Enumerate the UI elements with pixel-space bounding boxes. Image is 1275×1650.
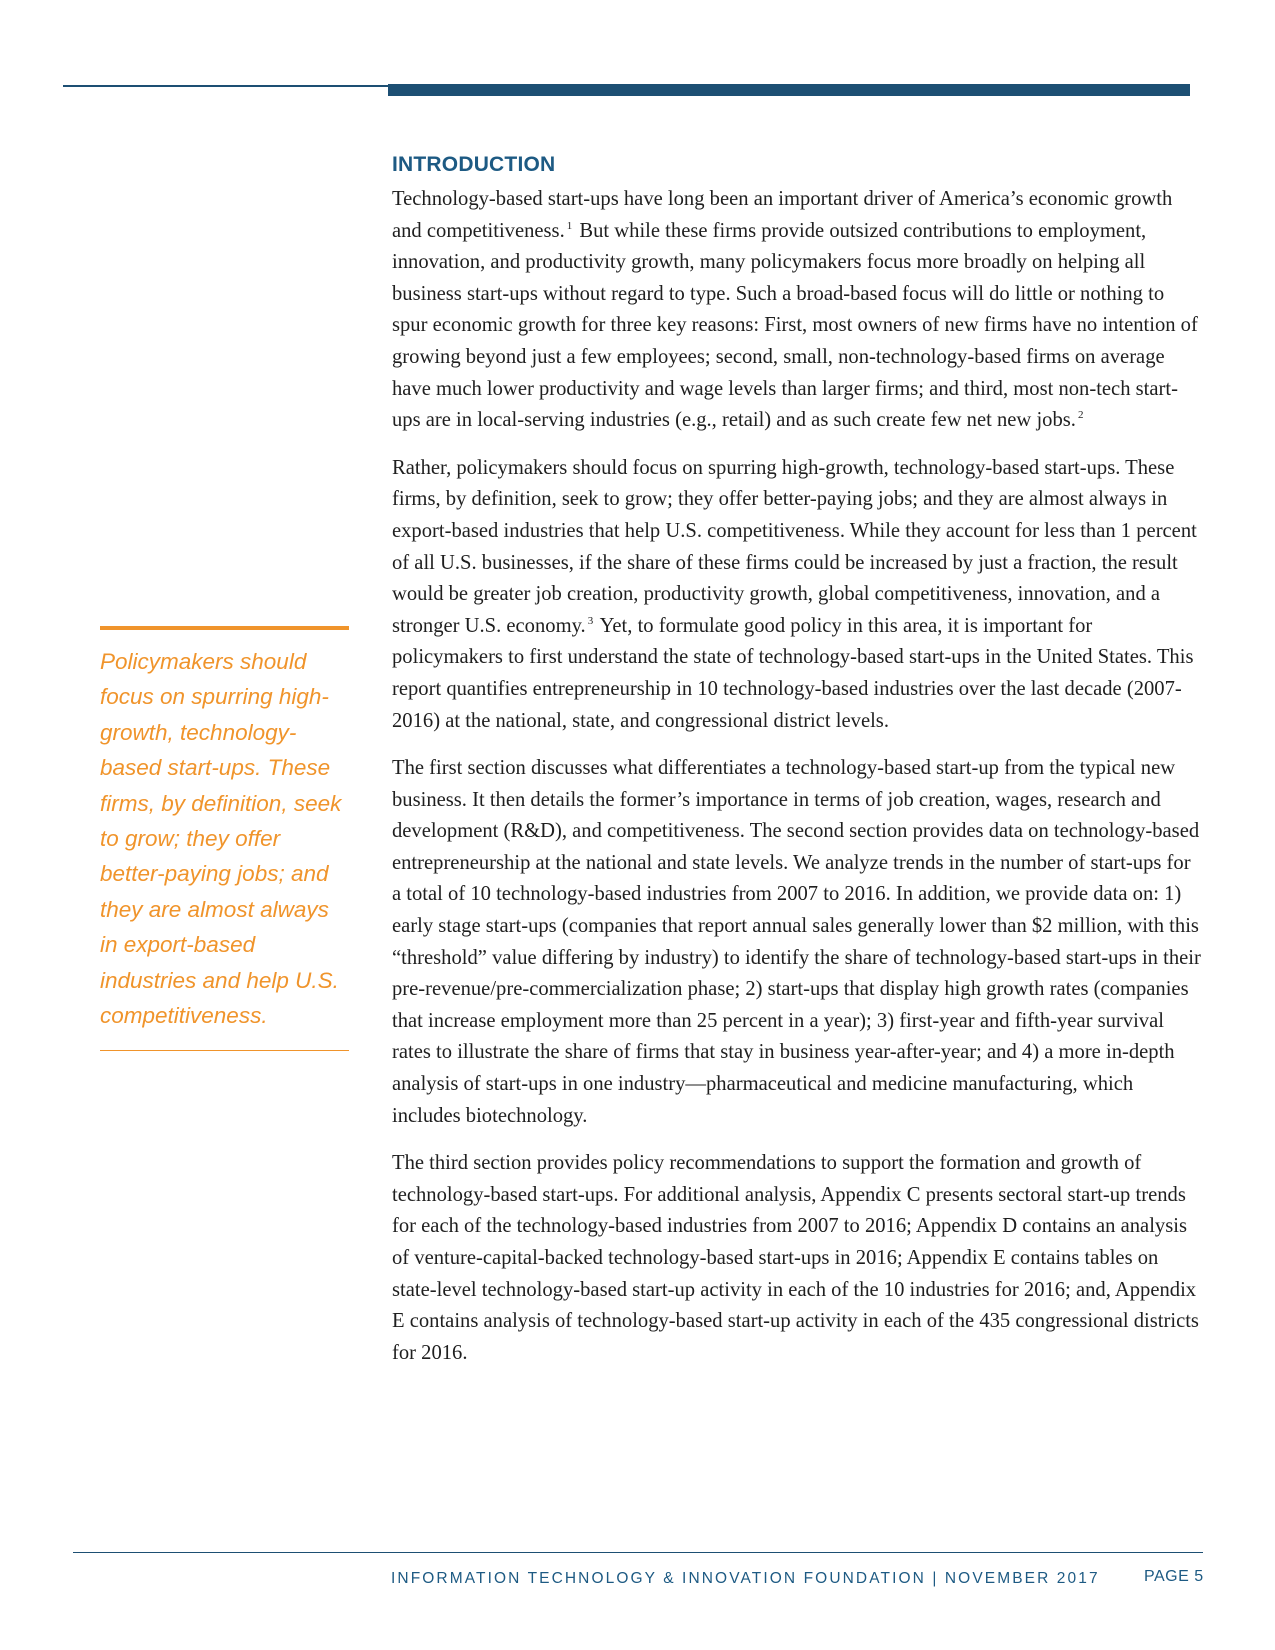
footnote-ref-3[interactable]: 3 [587, 614, 594, 627]
pullquote-text: Policymakers should focus on spurring high-growth, technology-based start-ups. These firms, by definition, seek to grow; they offer better-paying jobs; and they are almost always in export-based industries and help U.S. competitiveness. [100, 649, 342, 1029]
paragraph-3: The first section discusses what differentiates a technology-based start-up from the typical new business. It then details the former’s importance in terms of job creation, wages, research and development (R&D), and competitiveness. The second section provides data on technology-based entrepreneurship at the national and state levels. We analyze trends in the number of start-ups for a total of 10 technology-based industries from 2007 to 2016. In addition, we provide data on: 1) early stage start-ups (companies that report annual sales generally lower than $2 million, with this “threshold” value differing by industry) to identify the share of technology-based start-ups in their pre-revenue/pre-commercialization phase; 2) start-ups that display high growth rates (companies that increase employment more than 25 percent in a year); 3) first-year and fifth-year survival rates to illustrate the share of firms that stay in business year-after-year; and 4) a more in-depth analysis of start-ups in one industry—pharmaceutical and medicine manufacturing, which includes biotechnology. [392, 757, 1201, 1127]
footnote-ref-2[interactable]: 2 [1077, 409, 1084, 422]
footnote-ref-1[interactable]: 1 [566, 219, 573, 232]
footer-page-number: PAGE 5 [1144, 1568, 1204, 1585]
main-content [392, 152, 1204, 1385]
section-heading: INTRODUCTION [392, 153, 556, 176]
paragraph-2-part-a: Rather, policymakers should focus on spurring high-growth, technology-based start-ups. These firms, by definition, seek to grow; they offer better-paying jobs; and they are almost always in export-based industries that help U.S. competitiveness. While they account for less than 1 percent of all U.S. businesses, if the share of these firms could be increased by just a fraction, the result would be greater job creation, productivity growth, global competitiveness, innovation, and a stronger U.S. economy. [392, 456, 1197, 637]
header-rule-thin [63, 85, 388, 87]
paragraph-2-part-b: Yet, to formulate good policy in this area, it is important for policymakers to first understand the state of technology-based start-ups in the United States. This report quantifies entrepreneurship in 10 technology-based industries over the last decade (2007-2016) at the national, state, and congressional district levels. [392, 614, 1194, 732]
footer-organization: INFORMATION TECHNOLOGY & INNOVATION FOUNDATION | NOVEMBER 2017 [391, 1570, 1100, 1587]
header-rule-thick [388, 84, 1190, 96]
paragraph-2 [392, 453, 1204, 737]
paragraph-1-part-a: Technology-based start-ups have long been an important driver of America’s economic growth and competitiveness. [392, 188, 1173, 242]
pullquote-rule-top [100, 626, 349, 630]
pullquote-rule-bottom [100, 1050, 349, 1051]
paragraph-4: The third section provides policy recommendations to support the formation and growth of technology-based start-ups. For additional analysis, Appendix C presents sectoral start-up trends for each of the technology-based industries from 2007 to 2016; Appendix D contains an analysis of venture-capital-backed technology-based start-ups in 2016; Appendix E contains tables on state-level technology-based start-up activity in each of the 10 industries for 2016; and, Appendix E contains analysis of technology-based start-up activity in each of the 435 congressional districts for 2016. [392, 1152, 1199, 1364]
paragraph-1-part-b: But while these firms provide outsized contributions to employment, innovation, and productivity growth, many policymakers focus more broadly on helping all business start-ups without regard to type. Such a broad-based focus will do little or nothing to spur economic growth for three key reasons: First, most owners of new firms have no intention of growing beyond just a few employees; second, small, non-technology-based firms on average have much lower productivity and wage levels than larger firms; and third, most non-tech start-ups are in local-serving industries (e.g., retail) and as such create few net new jobs. [392, 219, 1198, 432]
paragraph-1 [392, 184, 1204, 437]
footer-rule [73, 1552, 1203, 1553]
